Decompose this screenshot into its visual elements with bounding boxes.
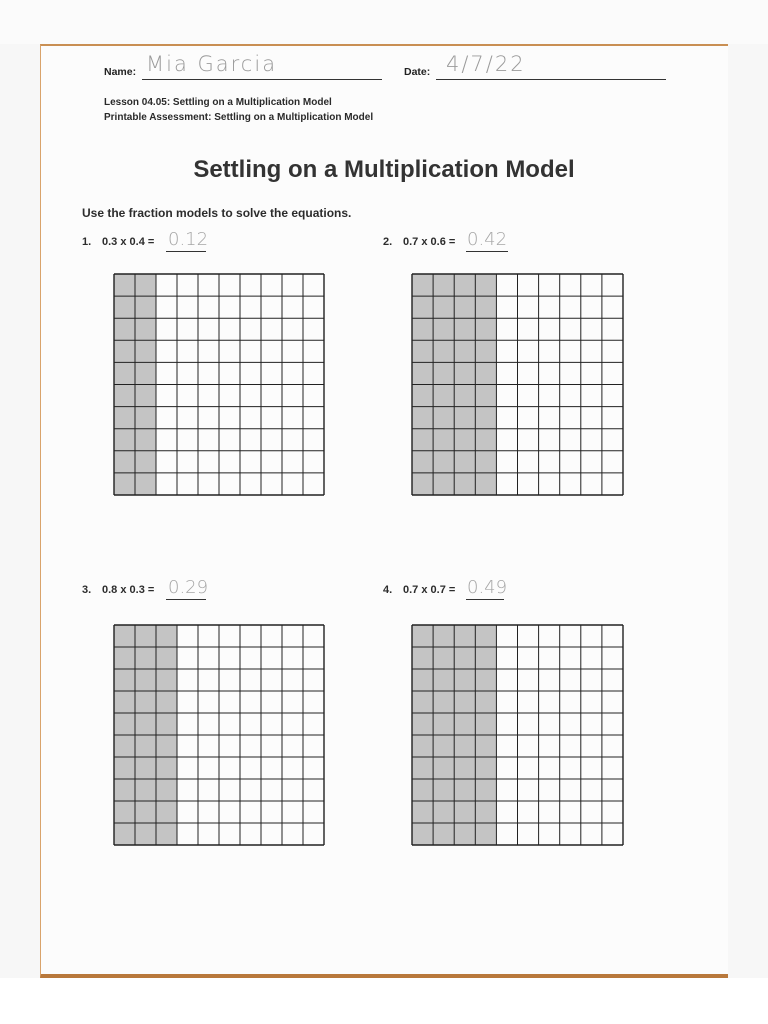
problem-equation: 0.8 x 0.3 = [102, 584, 155, 596]
shaded-cell [454, 625, 475, 647]
shaded-cell [454, 473, 475, 495]
shaded-cell [475, 362, 496, 384]
shaded-cell [433, 801, 454, 823]
date-label: Date: [404, 66, 431, 78]
shaded-cell [114, 429, 135, 451]
problem-answer[interactable]: 0.29 [168, 577, 209, 598]
name-value[interactable]: Mia Garcia [146, 52, 278, 76]
shaded-cell [412, 274, 433, 296]
shaded-cell [433, 274, 454, 296]
name-underline [142, 79, 382, 80]
shaded-cell [135, 625, 156, 647]
shaded-cell [433, 473, 454, 495]
shaded-cell [475, 735, 496, 757]
shaded-cell [454, 362, 475, 384]
shaded-cell [454, 385, 475, 407]
shaded-cell [412, 429, 433, 451]
shaded-cell [156, 625, 177, 647]
desk-surface-right [728, 44, 768, 980]
shaded-cell [454, 429, 475, 451]
shaded-cell [475, 669, 496, 691]
shaded-cell [433, 407, 454, 429]
shaded-cell [433, 429, 454, 451]
shaded-cell [114, 669, 135, 691]
problem-equation: 0.7 x 0.6 = [403, 236, 456, 248]
shaded-cell [135, 691, 156, 713]
shaded-cell [156, 801, 177, 823]
problem-equation: 0.3 x 0.4 = [102, 236, 155, 248]
shaded-cell [433, 779, 454, 801]
shaded-cell [475, 757, 496, 779]
shaded-cell [114, 625, 135, 647]
shaded-cell [475, 340, 496, 362]
shaded-cell [412, 451, 433, 473]
shaded-cell [135, 735, 156, 757]
shaded-cell [135, 429, 156, 451]
shaded-cell [412, 669, 433, 691]
shaded-cell [412, 473, 433, 495]
shaded-cell [135, 407, 156, 429]
shaded-cell [433, 385, 454, 407]
shaded-cell [135, 669, 156, 691]
shaded-cell [475, 779, 496, 801]
shaded-cell [156, 647, 177, 669]
shaded-cell [454, 451, 475, 473]
lesson-line: Lesson 04.05: Settling on a Multiplication Model [104, 97, 332, 108]
shaded-cell [475, 385, 496, 407]
problem-number: 2. [383, 236, 393, 248]
shaded-cell [114, 385, 135, 407]
shaded-cell [433, 691, 454, 713]
shaded-cell [114, 713, 135, 735]
shaded-cell [135, 473, 156, 495]
shaded-cell [114, 473, 135, 495]
shaded-cell [433, 296, 454, 318]
shaded-cell [433, 362, 454, 384]
shaded-cell [135, 340, 156, 362]
shaded-cell [156, 779, 177, 801]
shaded-cell [454, 801, 475, 823]
shaded-cell [412, 779, 433, 801]
shaded-cell [412, 691, 433, 713]
shaded-cell [135, 713, 156, 735]
shaded-cell [114, 296, 135, 318]
shaded-cell [433, 625, 454, 647]
shaded-cell [114, 801, 135, 823]
shaded-cell [135, 801, 156, 823]
shaded-cell [433, 757, 454, 779]
shaded-cell [412, 757, 433, 779]
shaded-cell [454, 340, 475, 362]
shaded-cell [135, 318, 156, 340]
shaded-cell [135, 362, 156, 384]
shaded-cell [454, 407, 475, 429]
shaded-cell [156, 823, 177, 845]
shaded-cell [156, 713, 177, 735]
shaded-cell [114, 735, 135, 757]
page-title: Settling on a Multiplication Model [193, 156, 575, 183]
date-underline [436, 79, 666, 80]
shaded-cell [114, 362, 135, 384]
shaded-cell [412, 801, 433, 823]
shaded-cell [475, 296, 496, 318]
instructions: Use the fraction models to solve the equations. [82, 206, 352, 220]
shaded-cell [433, 318, 454, 340]
shaded-cell [412, 625, 433, 647]
name-label: Name: [104, 66, 137, 78]
shaded-cell [475, 407, 496, 429]
shaded-cell [433, 451, 454, 473]
shaded-cell [475, 823, 496, 845]
shaded-cell [114, 647, 135, 669]
shaded-cell [454, 735, 475, 757]
shaded-cell [454, 757, 475, 779]
shaded-cell [114, 691, 135, 713]
shaded-cell [412, 713, 433, 735]
shaded-cell [475, 625, 496, 647]
shaded-cell [114, 779, 135, 801]
shaded-cell [454, 296, 475, 318]
shaded-cell [433, 713, 454, 735]
problem-number: 3. [82, 584, 92, 596]
shaded-cell [156, 669, 177, 691]
shaded-cell [114, 451, 135, 473]
fraction-model-grid [411, 624, 624, 846]
shaded-cell [433, 735, 454, 757]
shaded-cell [156, 691, 177, 713]
problem-answer[interactable]: 0.49 [467, 577, 508, 598]
shaded-cell [412, 340, 433, 362]
shaded-cell [475, 691, 496, 713]
shaded-cell [475, 318, 496, 340]
fraction-model-grid [113, 273, 325, 496]
desk-surface-left [0, 44, 40, 980]
shaded-cell [454, 779, 475, 801]
shaded-cell [412, 385, 433, 407]
shaded-cell [156, 757, 177, 779]
shaded-cell [433, 669, 454, 691]
shaded-cell [475, 473, 496, 495]
answer-underline [466, 599, 504, 600]
shaded-cell [114, 823, 135, 845]
shaded-cell [475, 274, 496, 296]
shaded-cell [454, 647, 475, 669]
shaded-cell [114, 340, 135, 362]
problem-answer[interactable]: 0.12 [168, 229, 209, 250]
fraction-model-grid [113, 624, 325, 846]
shaded-cell [475, 429, 496, 451]
date-value[interactable]: 4/7/22 [446, 52, 526, 76]
shaded-cell [475, 647, 496, 669]
answer-underline [166, 251, 206, 252]
shaded-cell [135, 296, 156, 318]
problem-answer[interactable]: 0.42 [467, 229, 508, 250]
desk-surface-bottom [0, 978, 768, 1024]
shaded-cell [475, 451, 496, 473]
shaded-cell [135, 647, 156, 669]
shaded-cell [433, 340, 454, 362]
shaded-cell [412, 318, 433, 340]
fraction-model-grid [411, 273, 624, 496]
desk-surface-top [0, 0, 768, 44]
problem-number: 1. [82, 236, 92, 248]
shaded-cell [135, 385, 156, 407]
answer-underline [166, 599, 206, 600]
shaded-cell [412, 362, 433, 384]
shaded-cell [433, 647, 454, 669]
shaded-cell [412, 407, 433, 429]
shaded-cell [454, 274, 475, 296]
shaded-cell [454, 669, 475, 691]
problem-equation: 0.7 x 0.7 = [403, 584, 456, 596]
answer-underline [466, 251, 508, 252]
shaded-cell [135, 779, 156, 801]
shaded-cell [114, 407, 135, 429]
shaded-cell [454, 318, 475, 340]
shaded-cell [433, 823, 454, 845]
shaded-cell [412, 735, 433, 757]
shaded-cell [156, 735, 177, 757]
shaded-cell [135, 274, 156, 296]
shaded-cell [412, 296, 433, 318]
shaded-cell [114, 757, 135, 779]
problem-number: 4. [383, 584, 393, 596]
shaded-cell [475, 713, 496, 735]
shaded-cell [454, 691, 475, 713]
shaded-cell [135, 757, 156, 779]
shaded-cell [114, 318, 135, 340]
shaded-cell [412, 647, 433, 669]
shaded-cell [114, 274, 135, 296]
assessment-line: Printable Assessment: Settling on a Multiplication Model [104, 112, 374, 123]
shaded-cell [454, 823, 475, 845]
shaded-cell [412, 823, 433, 845]
shaded-cell [475, 801, 496, 823]
shaded-cell [454, 713, 475, 735]
shaded-cell [135, 823, 156, 845]
shaded-cell [135, 451, 156, 473]
